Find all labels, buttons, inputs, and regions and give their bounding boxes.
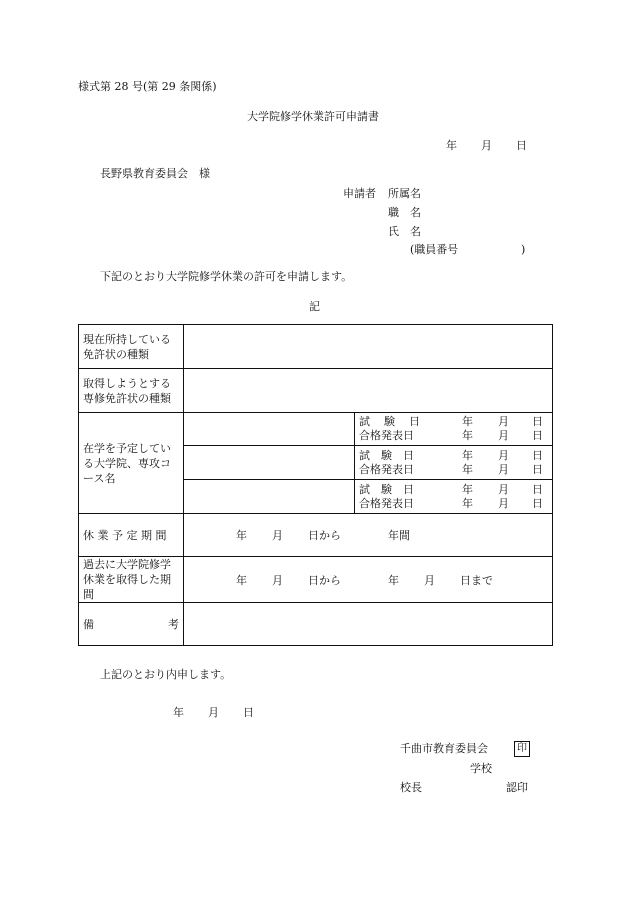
exam-year: 年 xyxy=(462,496,473,510)
statement-text: 上記のとおり内申します。 xyxy=(100,668,232,681)
remarks-cell[interactable] xyxy=(184,603,553,646)
remarks-label: 備 考 xyxy=(79,603,184,646)
planned-leave-label: 休 業 予 定 期 間 xyxy=(79,514,184,557)
exam-cell-3 xyxy=(355,480,553,514)
pass-day-label: 合格発表日 xyxy=(359,429,414,442)
date-year: 年 xyxy=(446,139,457,152)
principal-label: 校長 xyxy=(400,781,422,794)
table-row xyxy=(79,514,553,557)
leave-from: 日から xyxy=(308,529,341,542)
exam-year: 年 xyxy=(462,462,473,476)
leave-month: 月 xyxy=(272,529,283,542)
leave-year: 年 xyxy=(236,529,247,542)
footer-date xyxy=(173,706,254,720)
date-day: 日 xyxy=(516,139,527,152)
applicant-name: 氏 名 xyxy=(388,225,421,238)
header-date xyxy=(446,139,527,153)
exam-day: 日 xyxy=(532,448,543,462)
table-row xyxy=(79,369,553,413)
test-day-label: 試 験 日 xyxy=(359,448,414,462)
planned-leave-cell[interactable] xyxy=(184,514,553,557)
footer-date-day: 日 xyxy=(243,706,254,719)
exam-month: 月 xyxy=(498,462,509,476)
license-held-cell[interactable] xyxy=(184,325,553,369)
exam-cell-1 xyxy=(355,413,553,446)
form-number: 様式第 28 号(第 29 条関係) xyxy=(78,80,217,93)
past-month2: 月 xyxy=(424,573,435,587)
exam-day: 日 xyxy=(532,462,543,476)
exam-month: 月 xyxy=(498,448,509,462)
applicant-staff-number-close: ) xyxy=(521,243,526,256)
exam-month: 月 xyxy=(498,415,509,428)
intro-text: 下記のとおり大学院修学休業の許可を申請します。 xyxy=(100,270,353,283)
past-leave-label: 過去に大学院修学休業を取得した期間 xyxy=(79,557,184,603)
exam-month: 月 xyxy=(498,482,509,496)
exam-month: 月 xyxy=(498,429,509,442)
document-title: 大学院修学休業許可申請書 xyxy=(247,110,379,123)
applicant-label: 申請者 xyxy=(343,187,376,200)
past-from: 日から xyxy=(308,573,341,587)
exam-year: 年 xyxy=(462,482,473,496)
applicant-staff-number: (職員番号 xyxy=(410,243,459,256)
exam-year: 年 xyxy=(462,415,473,428)
seal-icon: 印 xyxy=(514,741,530,757)
past-month: 月 xyxy=(272,573,283,587)
license-held-label: 現在所持している免許状の種類 xyxy=(79,325,184,369)
test-day-label: 試 験 日 xyxy=(359,415,420,428)
exam-cell-2 xyxy=(355,446,553,480)
exam-day: 日 xyxy=(532,415,543,428)
test-day-label: 試 験 日 xyxy=(359,482,414,496)
exam-year: 年 xyxy=(462,448,473,462)
applicant-position: 職 名 xyxy=(388,206,421,219)
past-leave-cell[interactable] xyxy=(184,557,553,603)
applicant-affiliation: 所属名 xyxy=(388,187,421,200)
date-month: 月 xyxy=(481,139,492,152)
pass-day-label: 合格発表日 xyxy=(359,462,414,476)
exam-day: 日 xyxy=(532,429,543,442)
graduate-school-cell-1[interactable] xyxy=(184,413,355,446)
license-target-label: 取得しようとする専修免許状の種類 xyxy=(79,369,184,413)
board-name: 千曲市教育委員会 xyxy=(400,742,488,755)
graduate-school-label: 在学を予定している大学院、専攻コース名 xyxy=(79,413,184,514)
board-seal xyxy=(514,741,530,757)
footer-date-month: 月 xyxy=(208,706,219,719)
exam-month: 月 xyxy=(498,496,509,510)
table-row xyxy=(79,603,553,646)
school-label: 学校 xyxy=(470,762,492,775)
past-year2: 年 xyxy=(388,573,399,587)
addressee: 長野県教育委員会 様 xyxy=(100,167,210,180)
graduate-school-cell-3[interactable] xyxy=(184,480,355,514)
exam-day: 日 xyxy=(532,482,543,496)
table-row xyxy=(79,413,553,446)
approval-label: 認印 xyxy=(506,781,528,794)
exam-day: 日 xyxy=(532,496,543,510)
graduate-school-cell-2[interactable] xyxy=(184,446,355,480)
pass-day-label: 合格発表日 xyxy=(359,496,414,510)
application-table xyxy=(78,324,553,646)
leave-years: 年間 xyxy=(388,529,410,542)
footer-date-year: 年 xyxy=(173,706,184,719)
ki-heading: 記 xyxy=(309,300,320,313)
table-row xyxy=(79,557,553,603)
table-row xyxy=(79,325,553,369)
past-year: 年 xyxy=(236,573,247,587)
exam-year: 年 xyxy=(462,429,473,442)
license-target-cell[interactable] xyxy=(184,369,553,413)
past-until: 日まで xyxy=(460,573,493,587)
